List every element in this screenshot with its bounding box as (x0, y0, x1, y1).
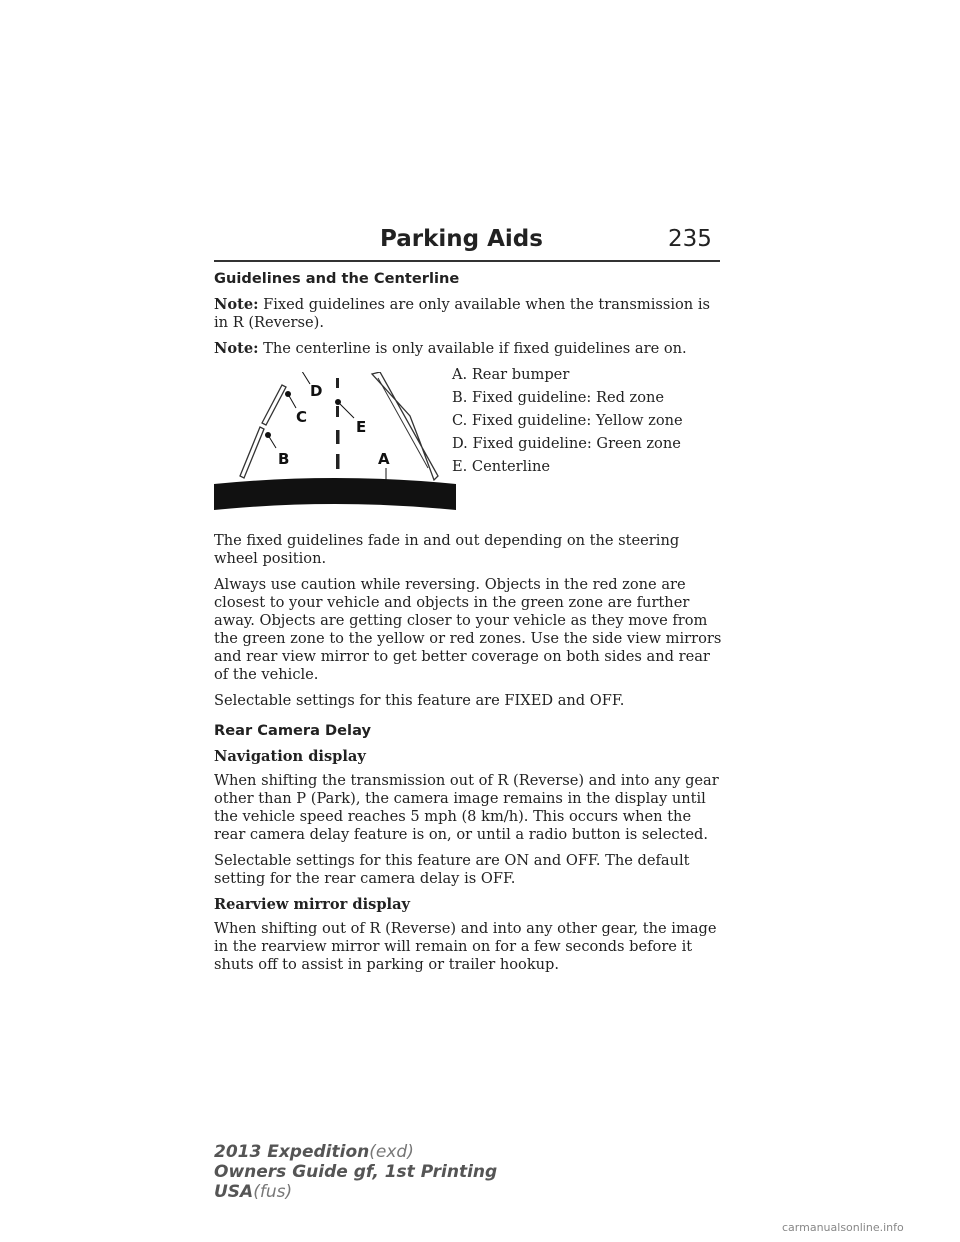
footer-market-code: (fus) (253, 1182, 293, 1202)
paragraph: Selectable settings for this feature are FIXED and OFF. (214, 692, 625, 709)
legend-item: B. Fixed guideline: Red zone (452, 389, 665, 406)
subheading-rearview-mirror-display: Rearview mirror display (214, 896, 411, 913)
legend-item: A. Rear bumper (452, 366, 570, 383)
figure-label-b: B (278, 450, 290, 468)
section-title-guidelines: Guidelines and the Centerline (214, 270, 460, 287)
paragraph: Always use caution while reversing. Objects in the red zone are closest to your vehicle and objects in the green zone are further away. Objects are getting closer to your vehicle as they move from the green zone to the yellow or red zones. Use the side view mirrors and rear view mirror to get better coverage on both sides and rear of the vehicle. (214, 576, 722, 683)
footer-line-1 (214, 1142, 497, 1162)
legend-item: E. Centerline (452, 458, 550, 475)
watermark-text: carmanualsonline.info (782, 1221, 904, 1234)
footer-line-3 (214, 1182, 497, 1202)
paragraph: When shifting out of R (Reverse) and into any other gear, the image in the rearview mirror will remain on for a few seconds before it shuts off to assist in parking or trailer hookup. (214, 920, 717, 973)
figure-camera-guidelines (214, 366, 724, 522)
legend-item: C. Fixed guideline: Yellow zone (452, 412, 683, 429)
note-label: Note: (214, 296, 259, 313)
note-text: Fixed guidelines are only available when the transmission is in R (Reverse). (214, 296, 710, 331)
figure-label-a: A (378, 450, 390, 468)
note-centerline (214, 340, 724, 358)
guidelines-diagram (214, 372, 456, 522)
page-header-title: Parking Aids (380, 226, 543, 252)
figure-label-c: C (296, 408, 308, 426)
figure-label-e: E (356, 418, 367, 436)
rear-bumper-shape (214, 478, 456, 510)
figure-legend (452, 366, 732, 481)
page-footer (214, 1142, 497, 1202)
figure-label-d: D (310, 382, 323, 400)
footer-model-code: (exd) (369, 1142, 414, 1162)
footer-market: USA (214, 1182, 254, 1202)
footer-guide: Owners Guide gf, 1st Printing (214, 1162, 498, 1182)
paragraph: When shifting the transmission out of R (Reverse) and into any gear other than P (Park), the camera image remains in the display until the vehicle speed reaches 5 mph (8 km/h). This occurs when the rear camera delay feature is on, or until a radio button is selected. (214, 772, 719, 843)
legend-item: D. Fixed guideline: Green zone (452, 435, 681, 452)
note-fixed-guidelines (214, 296, 724, 332)
section-title-rear-camera-delay: Rear Camera Delay (214, 722, 371, 739)
header-rule (214, 260, 720, 262)
paragraph: The fixed guidelines fade in and out depending on the steering wheel position. (214, 532, 680, 567)
page-number: 235 (668, 226, 712, 252)
subheading-navigation-display: Navigation display (214, 748, 366, 765)
footer-line-2 (214, 1162, 497, 1182)
page-content (214, 270, 724, 982)
paragraph: Selectable settings for this feature are ON and OFF. The default setting for the rear camera delay is OFF. (214, 852, 690, 887)
footer-model: 2013 Expedition (214, 1142, 370, 1162)
note-text: The centerline is only available if fixed guidelines are on. (263, 340, 687, 357)
note-label: Note: (214, 340, 259, 357)
